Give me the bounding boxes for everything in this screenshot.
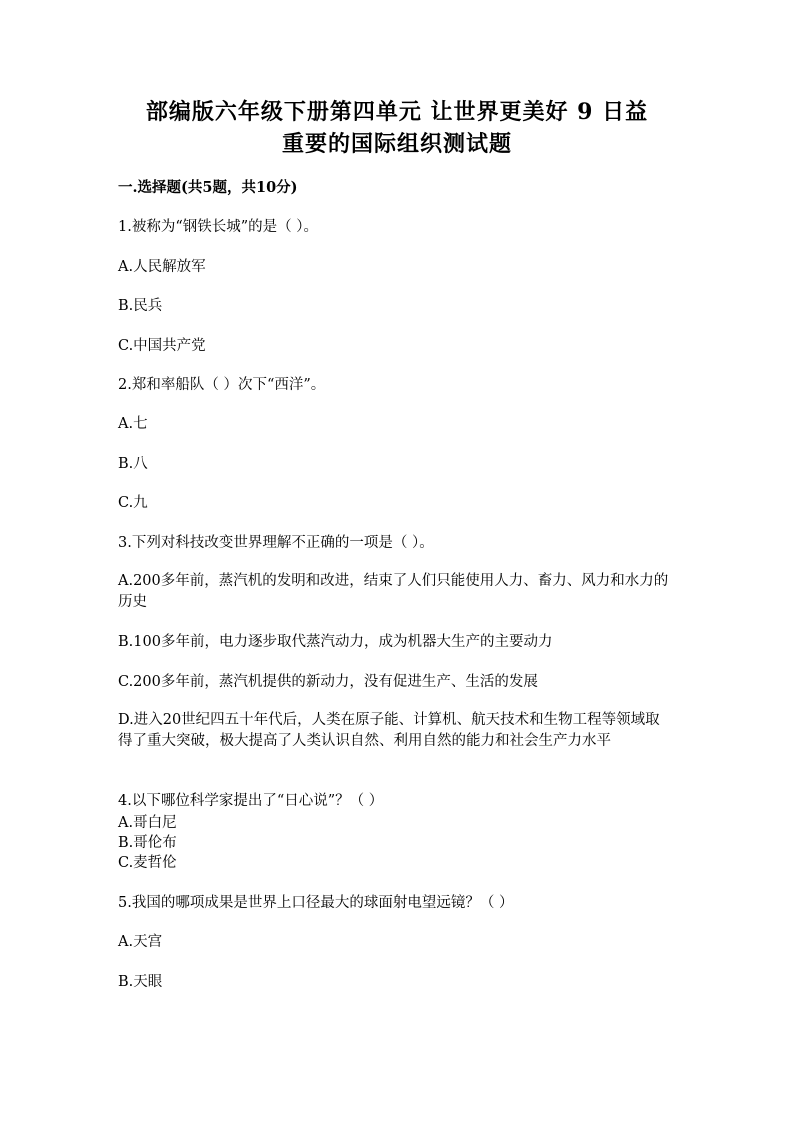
question-4-option-b: B.哥伦布: [118, 835, 177, 851]
question-3-option-b: B.100多年前，电力逐步取代蒸汽动力，成为机器大生产的主要动力: [118, 634, 553, 650]
question-1-option-c: C.中国共产党: [118, 338, 206, 354]
question-1-stem: 1.被称为“钢铁长城”的是（ ）。: [118, 219, 319, 235]
question-1-option-b: B.民兵: [118, 298, 163, 314]
question-2-option-b: B.八: [118, 456, 148, 472]
question-4-stem: 4.以下哪位科学家提出了“日心说”？（ ）: [118, 793, 384, 809]
question-4-option-c: C.麦哲伦: [118, 855, 177, 871]
question-2-option-a: A.七: [118, 416, 148, 432]
title-line-2: 重要的国际组织测试题: [281, 131, 512, 157]
question-4-option-a: A.哥白尼: [118, 815, 177, 831]
question-5-option-a: A.天宫: [118, 934, 163, 950]
section-heading: 一.选择题(共5题，共10分): [118, 179, 298, 196]
question-3-option-a: A.200多年前，蒸汽机的发明和改进，结束了人们只能使用人力、畜力、风力和水力的历史: [118, 573, 669, 610]
title-line-1: 部编版六年级下册第四单元 让世界更美好 9 日益: [145, 99, 649, 125]
question-3-stem: 3.下列对科技改变世界理解不正确的一项是（ ）。: [118, 535, 434, 551]
question-2-stem: 2.郑和率船队（ ）次下“西洋”。: [118, 377, 326, 393]
question-1-option-a: A.人民解放军: [118, 259, 206, 275]
question-5-stem: 5.我国的哪项成果是世界上口径最大的球面射电望远镜？（ ）: [118, 895, 514, 911]
question-3-option-c: C.200多年前，蒸汽机提供的新动力，没有促进生产、生活的发展: [118, 674, 538, 690]
question-5-option-b: B.天眼: [118, 974, 163, 990]
question-2-option-c: C.九: [118, 495, 148, 511]
question-3-option-d: D.进入20世纪四五十年代后，人类在原子能、计算机、航天技术和生物工程等领域取得了重大突破，极大提高了人类认识自然、利用自然的能力和社会生产力水平: [118, 712, 660, 749]
